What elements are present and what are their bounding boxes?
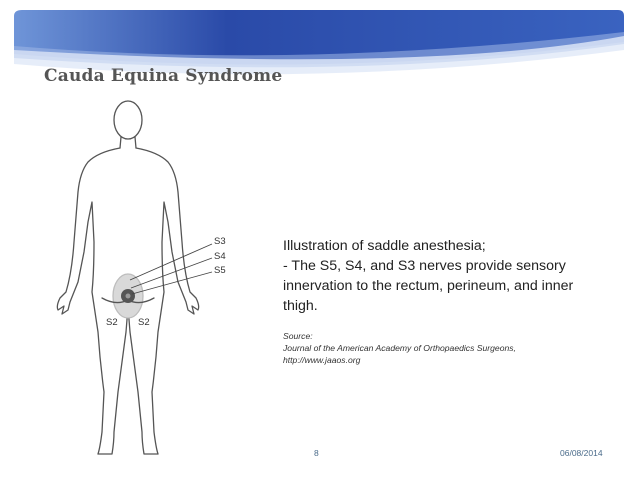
source-label: Source: xyxy=(283,331,313,341)
source-journal: Journal of the American Academy of Orthopaedics Surgeons, xyxy=(283,343,516,353)
label-s2-right: S2 xyxy=(138,317,150,328)
source-url[interactable]: http://www.jaaos.org xyxy=(283,355,361,365)
label-s2-left: S2 xyxy=(106,317,118,328)
caption xyxy=(283,236,583,316)
label-s4: S4 xyxy=(214,251,226,262)
page-number: 8 xyxy=(314,448,319,458)
slide-title: Cauda Equina Syndrome xyxy=(44,66,283,86)
caption-heading: Illustration of saddle anesthesia; xyxy=(283,238,486,254)
label-s5: S5 xyxy=(214,265,226,276)
source-citation xyxy=(283,330,583,366)
caption-body: - The S5, S4, and S3 nerves provide sensory innervation to the rectum, perineum, and inner thigh. xyxy=(283,258,574,314)
label-s3: S3 xyxy=(214,236,226,247)
rectum-center xyxy=(126,294,131,299)
body-diagram xyxy=(28,92,278,470)
footer-date: 06/08/2014 xyxy=(560,448,603,458)
head-outline xyxy=(114,101,142,139)
